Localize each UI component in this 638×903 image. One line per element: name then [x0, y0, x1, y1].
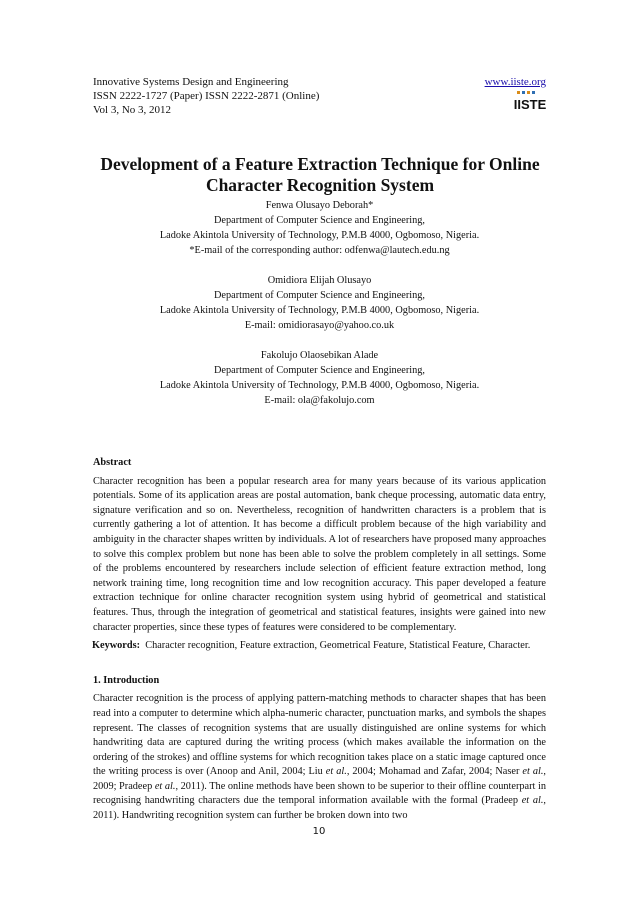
author-university: Ladoke Akintola University of Technology, P.M.B 4000, Ogbomoso, Nigeria. [159, 230, 480, 241]
abstract-heading: Abstract [93, 457, 132, 468]
iiste-logo [514, 91, 546, 111]
keywords-label: Keywords: [92, 640, 141, 652]
abstract-text: Character recognition has been a popular research area for many years because of its various application potentials. Some of its application areas are postal automation, bank cheque processing, automatic data entry, signature verification and so on. Nevertheless, recognition of handwritten characters is a problem that is currently gathering a lot of attention. It has become a difficult problem because of the high variability and ambiguity in the character shapes written by individuals. A lot of researchers have proposed many approaches to solve this complex problem but none has been able to solve the problem completely in all settings. Some of the problems encountered by researchers include selection of efficient feature extraction method, long network training time, long recognition time and low recognition accuracy. This paper developed a feature extraction technique for online character recognition system using hybrid of geometrical and statistical features. Thus, through the integration of geometrical and statistical features, insights were gained into new character properties, since these types of features were considered to be complementary. [93, 475, 546, 633]
keywords-text: Character recognition, Feature extraction, Geometrical Feature, Statistical Feature, Character. [145, 640, 531, 652]
author-block [93, 348, 546, 408]
introduction-heading: 1. Introduction [93, 674, 160, 686]
author-name: Fakolujo Olaosebikan Alade [260, 350, 379, 361]
author-department: Department of Computer Science and Engineering, [213, 290, 426, 301]
author-email: E-mail: omidiorasayo@yahoo.co.uk [244, 320, 395, 331]
journal-site-link[interactable]: www.iiste.org [484, 76, 546, 88]
paper-body [93, 456, 546, 824]
title-line: Character Recognition System [205, 175, 435, 195]
paper-title [60, 154, 580, 196]
page-number: 10 [312, 826, 326, 837]
author-name: Fenwa Olusayo Deborah* [265, 200, 374, 211]
author-email: *E-mail of the corresponding author: odfenwa@lautech.edu.ng [189, 245, 450, 256]
journal-header [93, 75, 546, 117]
author-department: Department of Computer Science and Engineering, [213, 365, 426, 376]
journal-issn: ISSN 2222-1727 (Paper) ISSN 2222-2871 (Online) [93, 90, 320, 102]
author-email: E-mail: ola@fakolujo.com [264, 395, 375, 406]
author-block [93, 273, 546, 333]
author-name: Omidiora Elijah Olusayo [267, 275, 372, 286]
keywords [92, 639, 546, 654]
journal-name: Innovative Systems Design and Engineering [93, 76, 289, 88]
author-list [93, 198, 546, 423]
author-university: Ladoke Akintola University of Technology, P.M.B 4000, Ogbomoso, Nigeria. [159, 380, 480, 391]
introduction-text: Character recognition is the process of applying pattern-matching methods to character shapes that has been read into a computer to determine which alpha-numeric character, punctuation marks, and symbols the shapes represent. The classes of recognition systems that are usually distinguished are online systems for which handwriting data are captured during the writing process (which makes available the information on the ordering of the strokes) and offline systems for which recognition takes place on a static image captured once the writing process is over (Anoop and Anil, 2004; Liu et al., 2004; Mohamad and Zafar, 2004; Naser et al., 2009; Pradeep et al., 2011). The online methods have been shown to be superior to their offline counterpart in recognising handwriting characters due the temporal information available with the formal (Pradeep et al., 2011). Handwriting recognition system can further be broken down into two [93, 693, 546, 822]
author-block [93, 198, 546, 258]
author-department: Department of Computer Science and Engineering, [213, 215, 426, 226]
journal-volume: Vol 3, No 3, 2012 [93, 104, 172, 116]
author-university: Ladoke Akintola University of Technology, P.M.B 4000, Ogbomoso, Nigeria. [159, 305, 480, 316]
title-line: Development of a Feature Extraction Technique for Online [100, 154, 540, 174]
svg-text:IISTE: IISTE [514, 97, 546, 111]
